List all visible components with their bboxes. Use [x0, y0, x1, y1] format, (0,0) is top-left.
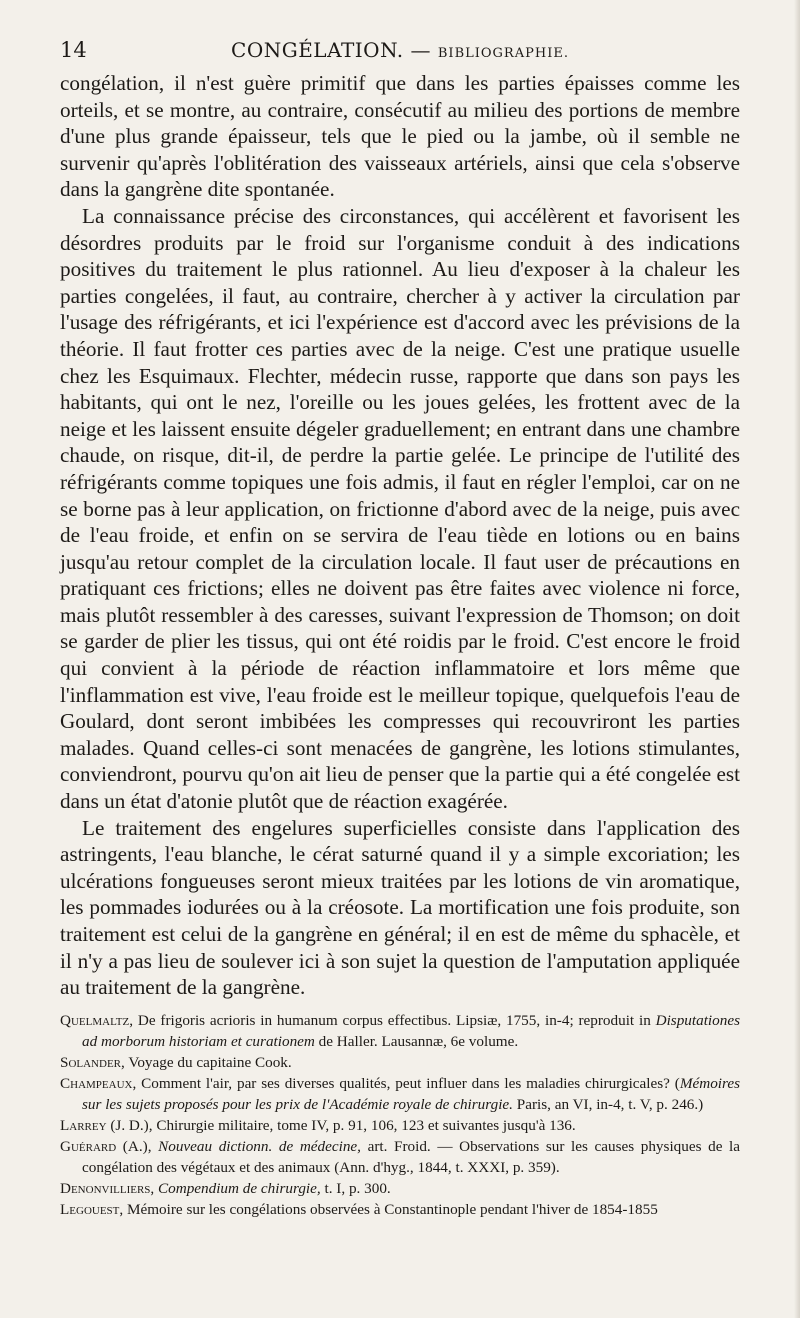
- bib-entry: [60, 1115, 740, 1136]
- bibliography: [60, 1010, 740, 1220]
- bib-entry: [60, 1136, 740, 1178]
- bib-rest: Paris, an VI, in-4, t. V, p. 246.): [512, 1096, 704, 1113]
- bib-author: Guérard: [60, 1138, 117, 1155]
- bib-author: Solander: [60, 1054, 121, 1071]
- bib-entry: [60, 1199, 740, 1220]
- bib-entry: [60, 1010, 740, 1052]
- bib-text: , Voyage du capitaine Cook.: [121, 1054, 292, 1071]
- running-title-main: CONGÉLATION.: [231, 38, 404, 62]
- main-text: [60, 70, 740, 1001]
- bib-author: Legouest: [60, 1201, 120, 1218]
- bib-text: , De frigoris acrioris in humanum corpus effectibus. Lipsiæ, 1755, in-4; reproduit in: [129, 1012, 656, 1029]
- bib-author: Champeaux: [60, 1075, 133, 1092]
- bib-title: Disputationes ad morborum historiam et curationem: [82, 1012, 740, 1050]
- bib-author: Denonvilliers: [60, 1180, 151, 1197]
- page-number: 14: [60, 38, 87, 62]
- bib-rest: t. I, p. 300.: [320, 1180, 391, 1197]
- bib-text: (A.),: [116, 1138, 159, 1155]
- paragraph-2: La connaissance précise des circonstances, qui accélèrent et favorisent les désordres produits par le froid sur l'organisme conduit à des indications positives du traitement le plus rationnel. Au lieu d'exposer à la chaleur les parties congelées, il faut, au contraire, chercher à y activer la circulation par l'usage des réfrigérants, et ici l'expérience est d'accord avec les prévisions de la théorie. Il faut frotter ces parties avec de la neige. C'est une pratique usuelle chez les Esquimaux. Flechter, médecin russe, rapporte que dans son pays les habitants, qui ont le nez, l'oreille ou les joues gelées, les frottent avec de la neige et les laissent ensuite dégeler graduellement; en entrant dans une chambre chaude, on risque, dit-il, de perdre la partie gelée. Le principe de l'utilité des réfrigérants comme topiques une fois admis, il faut en régler l'emploi, car on ne se borne pas à leur application, on frictionne d'abord avec de la neige, puis avec de l'eau froide, et enfin on se servira de l'eau tiède en lotions ou en bains jusqu'au retour complet de la circulation locale. Il faut user de précautions en pratiquant ces frictions; elles ne doivent pas être faites avec violence ni force, mais plutôt ressembler à des caresses, suivant l'expression de Thomson; on doit se garder de plier les tissus, qui ont été roidis par le froid. C'est encore le froid qui convient à la période de réaction inflammatoire et lors même que l'inflammation est vive, l'eau froide est le meilleur topique, quelquefois l'eau de Goulard, dont seront imbibées les compresses qui recouvriront les parties malades. Quand celles-ci sont menacées de gangrène, les lotions stimulantes, conviendront, pourvu qu'on ait lieu de penser que la partie qui a été congelée est dans un état d'atonie plutôt que de réaction exagérée.: [60, 203, 740, 814]
- running-title-section: BIBLIOGRAPHIE.: [437, 46, 569, 61]
- bib-title: Compendium de chirurgie,: [158, 1180, 321, 1197]
- running-header: [60, 34, 740, 68]
- bib-title: Mémoires sur les sujets proposés pour les prix de l'Académie royale de chirurgie.: [82, 1075, 740, 1113]
- bib-entry: [60, 1073, 740, 1115]
- bib-entry: [60, 1178, 740, 1199]
- bib-text: , Mémoire sur les congélations observées à Constantinople pendant l'hiver de 1854-1855: [119, 1201, 658, 1218]
- bib-text: , Comment l'air, par ses diverses qualités, peut influer dans les maladies chirurgicales? (: [132, 1075, 680, 1092]
- running-title-dash: —: [403, 38, 438, 62]
- scan-edge-shadow: [794, 0, 800, 1318]
- running-title: [60, 38, 740, 62]
- bib-title: Nouveau dictionn. de médecine,: [158, 1138, 361, 1155]
- bib-text: ,: [150, 1180, 158, 1197]
- bib-author: Quelmaltz: [60, 1012, 130, 1029]
- bib-text: (J. D.), Chirurgie militaire, tome IV, p. 91, 106, 123 et suivantes jusqu'à 136.: [106, 1117, 576, 1134]
- bib-author: Larrey: [60, 1117, 107, 1134]
- bib-rest: art. Froid. — Observations sur les causes physiques de la congélation des végétaux et des animaux (Ann. d'hyg., 1844, t. XXXI, p. 359).: [82, 1138, 741, 1176]
- paragraph-3: Le traitement des engelures superficielles consiste dans l'application des astringents, l'eau blanche, le cérat saturné quand il y a simple excoriation; les ulcérations fongueuses seront mieux traitées par les lotions de vin aromatique, les pommades iodurées ou à la créosote. La mortification une fois produite, son traitement est celui de la gangrène en général; il en est de même du sphacèle, et il n'y a pas lieu de soulever ici à son sujet la question de l'amputation appliquée au traitement de la gangrène.: [60, 815, 740, 1000]
- bib-rest: de Haller. Lausannæ, 6e volume.: [314, 1033, 519, 1050]
- paragraph-1: congélation, il n'est guère primitif que dans les parties épaisses comme les orteils, et se montre, au contraire, consécutif au milieu des portions de membre d'une plus grande épaisseur, tels que le pied ou la jambe, où il semble ne survenir qu'après l'oblitération des vaisseaux artériels, ainsi que cela s'observe dans la gangrène dite spontanée.: [60, 71, 740, 202]
- bib-entry: [60, 1052, 740, 1073]
